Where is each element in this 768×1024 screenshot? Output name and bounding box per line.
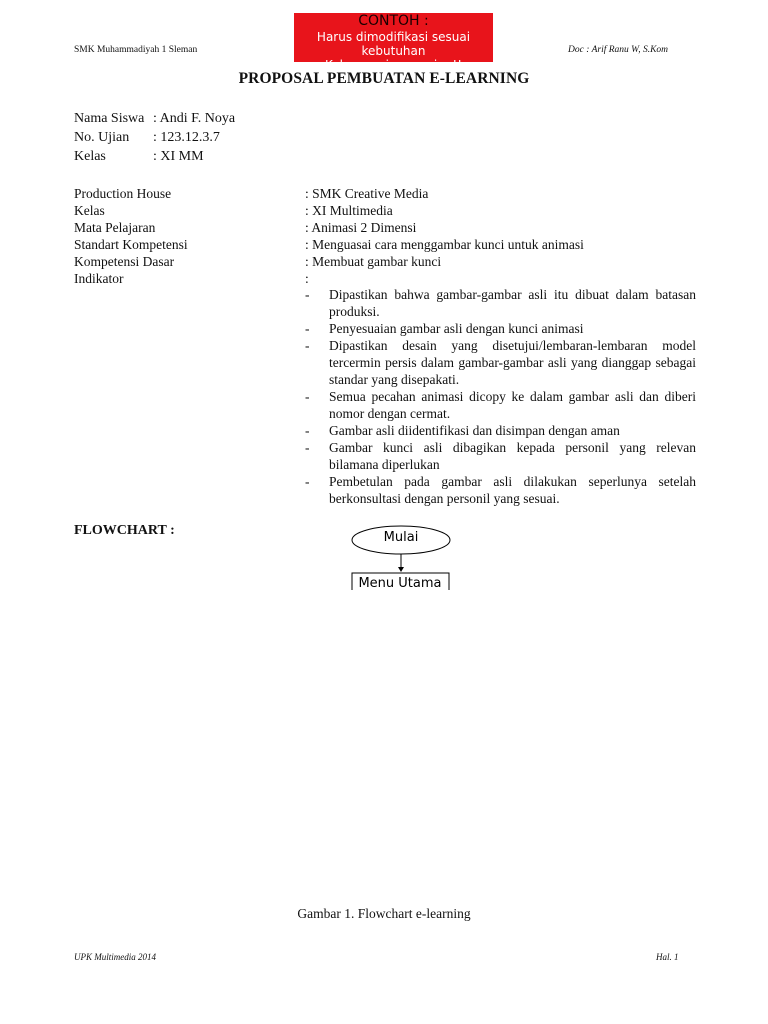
flowchart-diagram <box>340 523 460 593</box>
identity-label: Kelas <box>74 149 106 164</box>
list-item <box>305 473 696 507</box>
info-label: Standart Kompetensi <box>74 237 188 252</box>
indicator-text: Penyesuaian gambar asli dengan kunci animasi <box>329 321 584 336</box>
info-row <box>74 236 696 253</box>
info-value: : Menguasai cara menggambar kunci untuk animasi <box>305 237 584 252</box>
figure-caption: Gambar 1. Flowchart e-learning <box>297 906 471 921</box>
info-value: : XI Multimedia <box>305 203 393 218</box>
indicator-text: Gambar asli diidentifikasi dan disimpan dengan aman <box>329 423 620 438</box>
info-label: Mata Pelajaran <box>74 220 156 235</box>
header-school: SMK Muhammadiyah 1 Sleman <box>74 45 198 55</box>
list-item <box>305 388 696 422</box>
bullet-dash: - <box>305 321 310 336</box>
info-label: Indikator <box>74 271 124 286</box>
list-item <box>305 422 696 439</box>
stamp-line-2: kebutuhan <box>361 44 426 58</box>
info-value: : SMK Creative Media <box>305 186 429 201</box>
info-label: Kompetensi Dasar <box>74 254 175 269</box>
bullet-dash: - <box>305 440 310 455</box>
list-item <box>305 439 696 473</box>
identity-row-class <box>74 147 374 166</box>
identity-value: : 123.12.3.7 <box>153 130 220 145</box>
bullet-dash: - <box>305 423 310 438</box>
identity-row-name <box>74 109 374 128</box>
start-label: Mulai <box>383 530 419 545</box>
info-value: : Animasi 2 Dimensi <box>305 220 417 235</box>
project-info <box>74 185 696 287</box>
identity-value: : XI MM <box>153 149 204 164</box>
indicator-list <box>305 286 696 507</box>
list-item <box>305 286 696 320</box>
info-row <box>74 219 696 236</box>
flowchart-label: FLOWCHART : <box>74 523 175 538</box>
info-label: Production House <box>74 186 172 201</box>
info-row <box>74 253 696 270</box>
bullet-dash: - <box>305 389 310 404</box>
info-row <box>74 185 696 202</box>
indicator-text: Dipastikan bahwa gambar-gambar asli itu dibuat dalam batasan produksi. <box>329 287 696 319</box>
info-row <box>74 202 696 219</box>
identity-label: No. Ujian <box>74 130 130 145</box>
student-identity <box>74 109 374 166</box>
bullet-dash: - <box>305 338 310 353</box>
header-doc-author: Doc : Arif Ranu W, S.Kom <box>568 45 669 55</box>
indicator-text: Dipastikan desain yang disetujui/lembaran-lembaran model tercermin persis dalam gambar-gambar asli yang dianggap sebagai standar yang disepakati. <box>329 338 696 387</box>
list-item <box>305 337 696 388</box>
stamp-line-3: Kelas masing-masing!! <box>324 58 463 72</box>
indicator-text: Gambar kunci asli dibagikan kepada personil yang relevan bilamana diperlukan <box>329 440 696 472</box>
info-value: : Membuat gambar kunci <box>305 254 442 269</box>
footer-page-number: Hal. 1 <box>656 952 679 962</box>
info-value: : <box>305 271 309 286</box>
example-stamp <box>294 13 493 72</box>
menu-label: Menu Utama <box>358 576 442 591</box>
indicator-text: Pembetulan pada gambar asli dilakukan seperlunya setelah berkonsultasi dengan personil yang sesuai. <box>329 474 696 506</box>
indicator-text: Semua pecahan animasi dicopy ke dalam gambar asli dan diberi nomor dengan cermat. <box>329 389 696 421</box>
connector-arrowhead <box>398 567 404 572</box>
stamp-line-1: Harus dimodifikasi sesuai <box>316 30 471 44</box>
footer-unit: UPK Multimedia 2014 <box>74 952 156 962</box>
bullet-dash: - <box>305 474 310 489</box>
bullet-dash: - <box>305 287 310 302</box>
list-item <box>305 320 696 337</box>
stamp-title: CONTOH : <box>358 13 429 29</box>
identity-label: Nama Siswa <box>74 111 145 126</box>
info-row <box>74 270 696 287</box>
identity-row-exam <box>74 128 374 147</box>
identity-value: : Andi F. Noya <box>153 111 236 126</box>
document-title: PROPOSAL PEMBUATAN E-LEARNING <box>238 70 530 87</box>
info-label: Kelas <box>74 203 105 218</box>
